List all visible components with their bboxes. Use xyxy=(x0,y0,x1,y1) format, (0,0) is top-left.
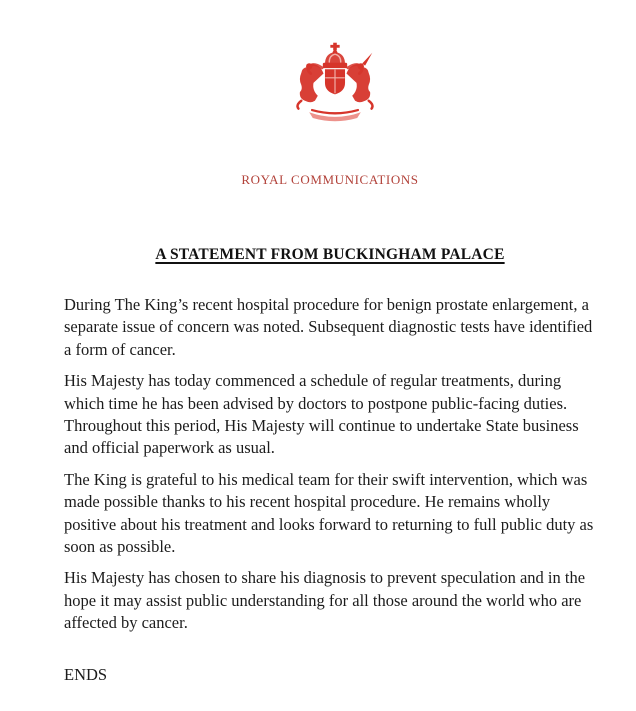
statement-paragraph: The King is grateful to his medical team for their swift intervention, which was made possible thanks to his recent hospital procedure. He remains wholly positive about his treatment and looks forward to returning to full public duty as soon as possible. xyxy=(64,469,594,557)
statement-paragraph: During The King’s recent hospital procedure for benign prostate enlargement, a separate issue of concern was noted. Subsequent diagnostic tests have identified a form of cancer. xyxy=(64,295,593,359)
royal-coat-of-arms-icon xyxy=(292,42,378,133)
letterhead xyxy=(64,42,596,188)
statement-title: A STATEMENT FROM BUCKINGHAM PALACE xyxy=(155,246,505,263)
statement-paragraph: His Majesty has chosen to share his diagnosis to prevent speculation and in the hope it may assist public understanding for all those around the world who are affected by cancer. xyxy=(64,568,586,633)
statement-paragraph: His Majesty has today commenced a schedule of regular treatments, during which time he has been advised by doctors to postpone public-facing duties. Throughout this period, His Majesty will continue to undertake State business and official paperwork as usual. xyxy=(64,371,579,458)
statement-body xyxy=(64,294,596,635)
letterhead-org-name: ROYAL COMMUNICATIONS xyxy=(241,172,419,187)
ends-label: ENDS xyxy=(64,664,108,684)
